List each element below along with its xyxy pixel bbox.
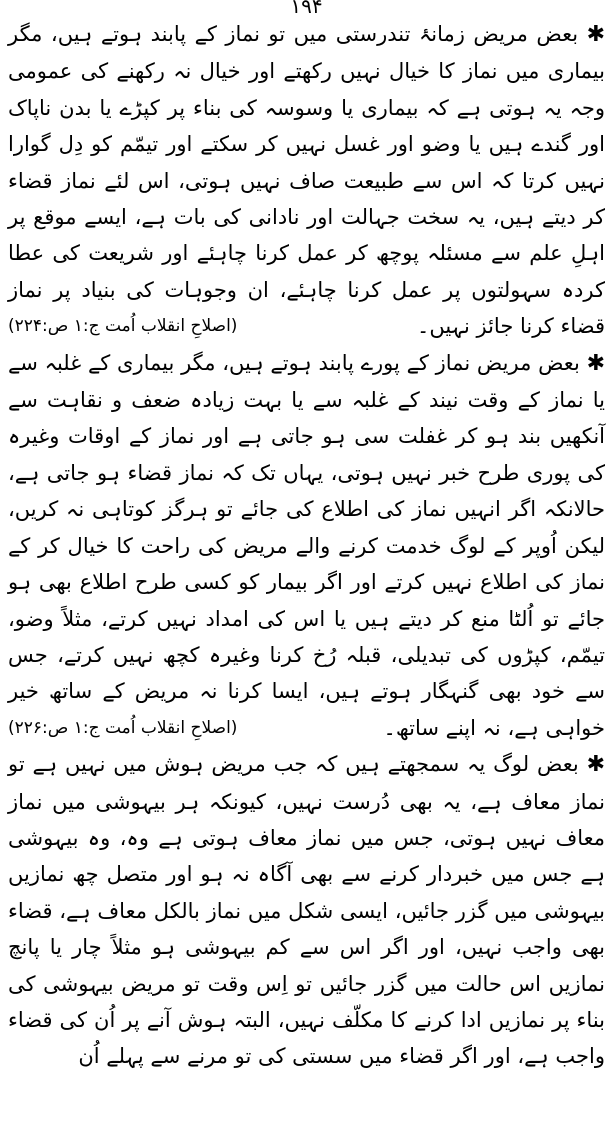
bullet-star-icon: ✱ [586,22,605,47]
paragraph-2 [8,345,605,746]
paragraph-1-reference: (اصلاحِ انقلاب اُمت ج:۱ ص:۲۲۴) [8,316,238,337]
paragraph-1-text: بعض مریض زمانۂ تندرستی میں تو نماز کے پابند ہوتے ہیں، مگر بیماری میں نماز کا خیال نہیں رکھتے اور خیال نہ رکھنے کی عمومی وجہ یہ ہوتی ہے کہ بیماری یا وسوسہ کی بناء پر کپڑے یا بدن ناپاک اور گندے ہیں یا وضو اور غسل نہیں کر سکتے اور تیمّم کو دِل گوارا نہیں کرتا کہ اس سے طبیعت صاف نہیں ہوتی، اس لئے نماز قضاء کر دیتے ہیں، یہ سخت جہالت اور نادانی کی بات ہے، ایسے موقع پر اہلِ علم سے مسئلہ پوچھ کر عمل کرنا چاہئے اور شریعت کی عطا کردہ سہولتوں پر عمل کرنا چاہئے، ان وجوہات کی بنیاد پر نماز قضاء کرنا جائز نہیں۔ [8,22,605,339]
page-number: ۱۹۴ [290,0,323,18]
paragraph-2-text: بعض مریض نماز کے پورے پابند ہوتے ہیں، مگر بیماری کے غلبہ سے یا نماز کے وقت نیند کے غلبہ سے یا بہت زیادہ ضعف و نقاہت سے آنکھیں بند ہو کر غفلت سی ہو جاتی ہے اور نماز کے اوقات وغیرہ کی پوری طرح خبر نہیں ہوتی، یہاں تک کہ نماز قضاء ہو جاتی ہے، حالانکہ اگر انہیں نماز کی اطلاع کی جائے تو ہرگز کوتاہی نہ کریں، لیکن اُوپر کے لوگ خدمت کرنے والے مریض کی راحت کا خیال کر کے نماز کی اطلاع نہیں کرتے اور اگر بیمار کو کسی طرح اطلاع بھی ہو جائے تو اُلٹا منع کر دیتے ہیں یا اس کی امداد نہیں کرتے، مثلاً وضو، تیمّم، کپڑوں کی تبدیلی، قبلہ رُخ کرنا وغیرہ کچھ نہیں کرتے، جس سے خود بھی گنہگار ہوتے ہیں، ایسا کرنا نہ مریض کے ساتھ خیر خواہی ہے، نہ اپنے ساتھ۔ [8,350,605,740]
paragraph-1 [8,16,605,345]
paragraph-2-reference: (اصلاحِ انقلاب اُمت ج:۱ ص:۲۲۶) [8,717,238,738]
paragraph-3 [8,746,605,1075]
bullet-star-icon: ✱ [586,350,605,376]
paragraph-3-text: بعض لوگ یہ سمجھتے ہیں کہ جب مریض ہوش میں نہیں ہے تو نماز معاف ہے، یہ بھی دُرست نہیں، کیونکہ ہر بیہوشی میں نماز معاف نہیں ہوتی، جس میں نماز معاف ہوتی ہے وہ، وہ بیہوشی ہے جس میں خبردار کرنے سے بھی آگاہ نہ ہو اور متصل چھ نمازیں بیہوشی میں گزر جائیں، ایسی شکل میں نماز بالکل معاف ہے، قضاء بھی واجب نہیں، اور اگر اس سے کم بیہوشی ہو مثلاً چار یا پانچ نمازیں اس حالت میں گزر جائیں تو اِس وقت تو مریض بیہوشی کی بناء پر نمازیں ادا کرنے کا مکلّف نہیں، البتہ ہوش آنے پر اُن کی قضاء واجب ہے، اور اگر قضاء میں سستی کی تو مرنے سے پہلے اُن [8,752,605,1069]
bullet-star-icon: ✱ [586,752,605,778]
